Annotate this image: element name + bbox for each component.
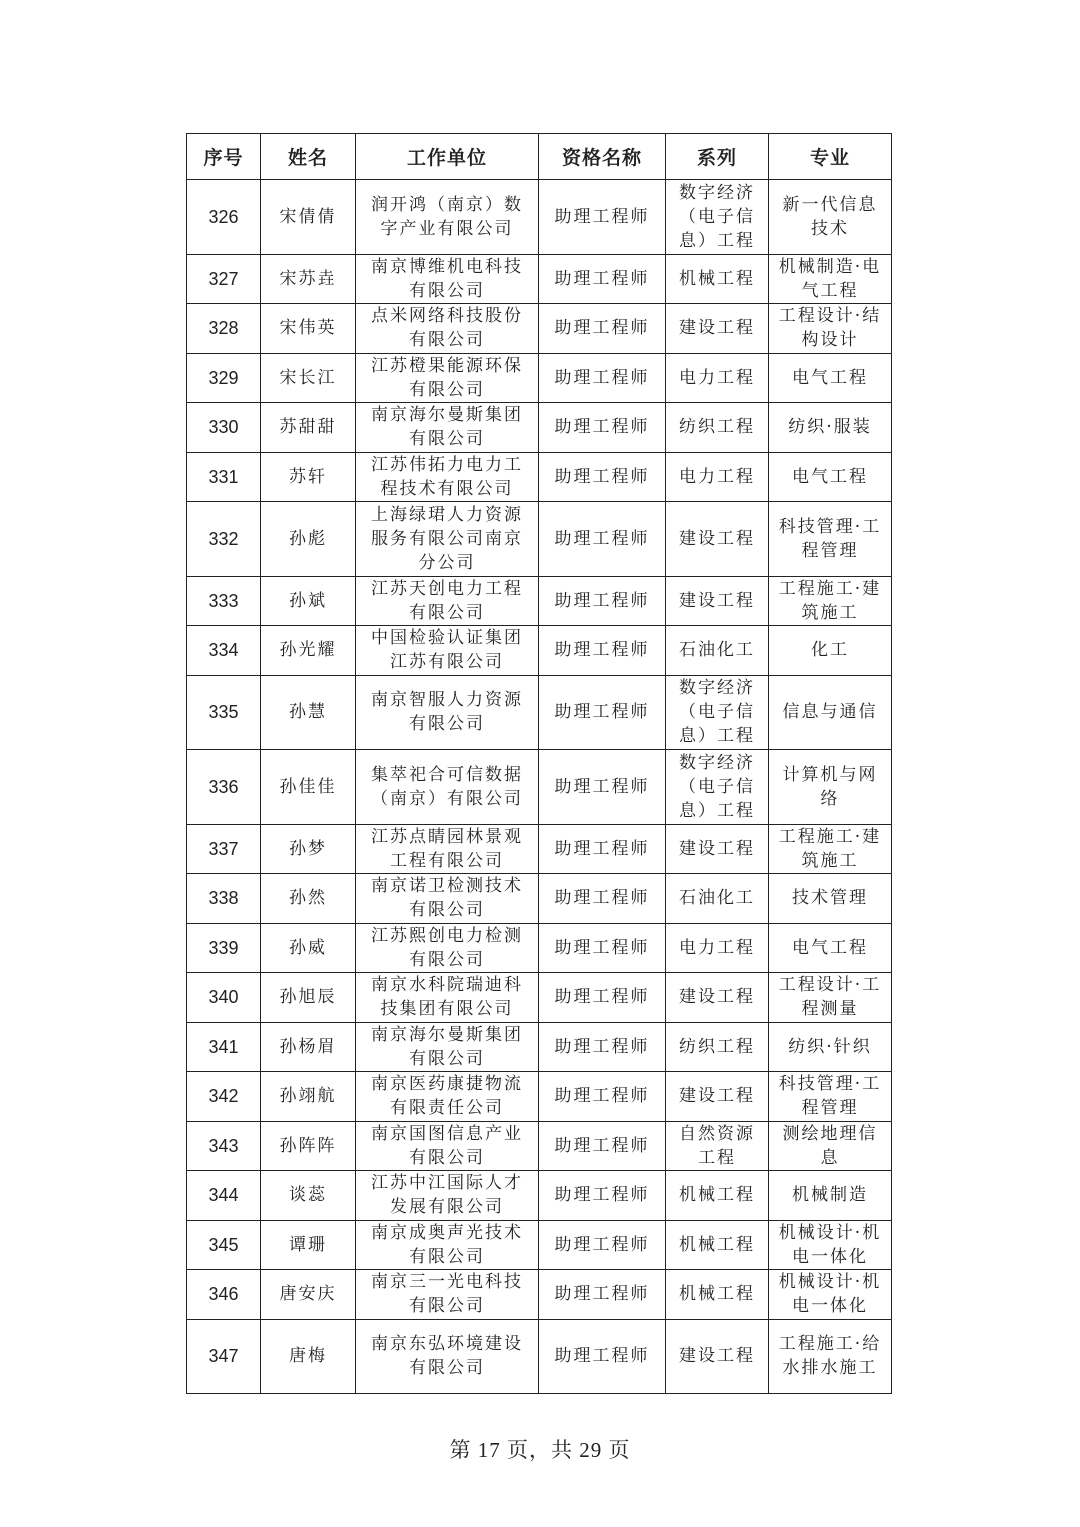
- cell-name: 孙慧: [261, 675, 356, 750]
- cell-no: 335: [187, 675, 261, 750]
- table-row: [187, 1319, 892, 1394]
- cell-series: 电力工程: [666, 923, 769, 973]
- table-row: [187, 254, 892, 304]
- cell-unit: 南京水科院瑞迪科技集团有限公司: [356, 973, 539, 1023]
- cell-qualification: 助理工程师: [539, 973, 666, 1023]
- cell-series: 数字经济（电子信息）工程: [666, 180, 769, 255]
- cell-name: 孙威: [261, 923, 356, 973]
- table-row: [187, 824, 892, 874]
- roster-table: [186, 133, 892, 1394]
- cell-name: 宋伟英: [261, 304, 356, 354]
- cell-series: 电力工程: [666, 353, 769, 403]
- cell-name: 孙彪: [261, 502, 356, 577]
- cell-series: 数字经济（电子信息）工程: [666, 675, 769, 750]
- cell-unit: 南京三一光电科技有限公司: [356, 1270, 539, 1320]
- cell-no: 339: [187, 923, 261, 973]
- cell-no: 340: [187, 973, 261, 1023]
- cell-series: 数字经济（电子信息）工程: [666, 750, 769, 825]
- table-row: [187, 1022, 892, 1072]
- cell-qualification: 助理工程师: [539, 1121, 666, 1171]
- cell-qualification: 助理工程师: [539, 824, 666, 874]
- cell-major: 计算机与网络: [769, 750, 892, 825]
- cell-series: 建设工程: [666, 1072, 769, 1122]
- cell-major: 工程施工·建筑施工: [769, 576, 892, 626]
- cell-unit: 江苏熙创电力检测有限公司: [356, 923, 539, 973]
- cell-major: 工程设计·工程测量: [769, 973, 892, 1023]
- cell-major: 电气工程: [769, 353, 892, 403]
- cell-no: 332: [187, 502, 261, 577]
- table-row: [187, 973, 892, 1023]
- cell-qualification: 助理工程师: [539, 502, 666, 577]
- cell-qualification: 助理工程师: [539, 750, 666, 825]
- cell-unit: 南京智服人力资源有限公司: [356, 675, 539, 750]
- cell-name: 苏甜甜: [261, 403, 356, 453]
- cell-no: 333: [187, 576, 261, 626]
- cell-qualification: 助理工程师: [539, 353, 666, 403]
- cell-qualification: 助理工程师: [539, 576, 666, 626]
- cell-no: 336: [187, 750, 261, 825]
- cell-unit: 南京海尔曼斯集团有限公司: [356, 403, 539, 453]
- cell-no: 343: [187, 1121, 261, 1171]
- table-row: [187, 353, 892, 403]
- cell-name: 谈蕊: [261, 1171, 356, 1221]
- cell-unit: 江苏天创电力工程有限公司: [356, 576, 539, 626]
- cell-unit: 中国检验认证集团江苏有限公司: [356, 626, 539, 676]
- table-row: [187, 502, 892, 577]
- cell-qualification: 助理工程师: [539, 626, 666, 676]
- cell-series: 建设工程: [666, 824, 769, 874]
- cell-unit: 上海绿珺人力资源服务有限公司南京分公司: [356, 502, 539, 577]
- cell-major: 技术管理: [769, 874, 892, 924]
- cell-name: 孙杨眉: [261, 1022, 356, 1072]
- cell-major: 电气工程: [769, 452, 892, 502]
- cell-series: 机械工程: [666, 254, 769, 304]
- cell-major: 工程施工·建筑施工: [769, 824, 892, 874]
- header-qualification: 资格名称: [539, 134, 666, 180]
- table-row: [187, 1171, 892, 1221]
- cell-qualification: 助理工程师: [539, 1072, 666, 1122]
- cell-qualification: 助理工程师: [539, 1220, 666, 1270]
- cell-unit: 南京博维机电科技有限公司: [356, 254, 539, 304]
- cell-qualification: 助理工程师: [539, 254, 666, 304]
- cell-major: 机械设计·机电一体化: [769, 1270, 892, 1320]
- cell-no: 346: [187, 1270, 261, 1320]
- cell-no: 342: [187, 1072, 261, 1122]
- cell-major: 机械设计·机电一体化: [769, 1220, 892, 1270]
- cell-name: 唐安庆: [261, 1270, 356, 1320]
- cell-no: 344: [187, 1171, 261, 1221]
- cell-series: 石油化工: [666, 626, 769, 676]
- cell-name: 谭珊: [261, 1220, 356, 1270]
- cell-name: 宋长江: [261, 353, 356, 403]
- table-row: [187, 576, 892, 626]
- table-row: [187, 750, 892, 825]
- cell-unit: 南京医药康捷物流有限责任公司: [356, 1072, 539, 1122]
- cell-name: 唐梅: [261, 1319, 356, 1394]
- cell-qualification: 助理工程师: [539, 874, 666, 924]
- cell-qualification: 助理工程师: [539, 304, 666, 354]
- cell-series: 机械工程: [666, 1270, 769, 1320]
- cell-major: 工程施工·给水排水施工: [769, 1319, 892, 1394]
- cell-qualification: 助理工程师: [539, 1171, 666, 1221]
- table-row: [187, 1121, 892, 1171]
- cell-unit: 集萃祀合可信数据（南京）有限公司: [356, 750, 539, 825]
- header-name: 姓名: [261, 134, 356, 180]
- cell-qualification: 助理工程师: [539, 1022, 666, 1072]
- cell-no: 327: [187, 254, 261, 304]
- cell-series: 建设工程: [666, 576, 769, 626]
- cell-series: 建设工程: [666, 1319, 769, 1394]
- cell-name: 孙斌: [261, 576, 356, 626]
- cell-major: 电气工程: [769, 923, 892, 973]
- cell-no: 329: [187, 353, 261, 403]
- table-row: [187, 874, 892, 924]
- cell-no: 337: [187, 824, 261, 874]
- header-unit: 工作单位: [356, 134, 539, 180]
- cell-no: 341: [187, 1022, 261, 1072]
- table-row: [187, 1270, 892, 1320]
- cell-no: 338: [187, 874, 261, 924]
- cell-series: 建设工程: [666, 304, 769, 354]
- table-row: [187, 304, 892, 354]
- cell-series: 电力工程: [666, 452, 769, 502]
- page-footer: 第 17 页，共 29 页: [449, 1438, 631, 1462]
- cell-major: 科技管理·工程管理: [769, 1072, 892, 1122]
- cell-unit: 南京成奥声光技术有限公司: [356, 1220, 539, 1270]
- cell-no: 331: [187, 452, 261, 502]
- cell-unit: 江苏橙果能源环保有限公司: [356, 353, 539, 403]
- cell-name: 孙翊航: [261, 1072, 356, 1122]
- cell-no: 330: [187, 403, 261, 453]
- table-row: [187, 626, 892, 676]
- cell-major: 机械制造·电气工程: [769, 254, 892, 304]
- table-row: [187, 675, 892, 750]
- cell-name: 宋苏垚: [261, 254, 356, 304]
- cell-qualification: 助理工程师: [539, 675, 666, 750]
- cell-major: 测绘地理信息: [769, 1121, 892, 1171]
- header-series: 系列: [666, 134, 769, 180]
- cell-unit: 南京国图信息产业有限公司: [356, 1121, 539, 1171]
- cell-name: 苏轩: [261, 452, 356, 502]
- cell-no: 328: [187, 304, 261, 354]
- table-row: [187, 923, 892, 973]
- cell-qualification: 助理工程师: [539, 452, 666, 502]
- header-row: [187, 134, 892, 180]
- table-row: [187, 403, 892, 453]
- cell-series: 纺织工程: [666, 1022, 769, 1072]
- cell-unit: 南京东弘环境建设有限公司: [356, 1319, 539, 1394]
- cell-name: 宋倩倩: [261, 180, 356, 255]
- cell-name: 孙然: [261, 874, 356, 924]
- cell-major: 工程设计·结构设计: [769, 304, 892, 354]
- cell-no: 345: [187, 1220, 261, 1270]
- cell-major: 纺织·服装: [769, 403, 892, 453]
- cell-series: 石油化工: [666, 874, 769, 924]
- cell-series: 建设工程: [666, 973, 769, 1023]
- cell-unit: 江苏点睛园林景观工程有限公司: [356, 824, 539, 874]
- cell-qualification: 助理工程师: [539, 180, 666, 255]
- cell-unit: 点米网络科技股份有限公司: [356, 304, 539, 354]
- cell-qualification: 助理工程师: [539, 403, 666, 453]
- cell-series: 建设工程: [666, 502, 769, 577]
- cell-major: 机械制造: [769, 1171, 892, 1221]
- cell-name: 孙佳佳: [261, 750, 356, 825]
- cell-series: 机械工程: [666, 1220, 769, 1270]
- cell-unit: 江苏中江国际人才发展有限公司: [356, 1171, 539, 1221]
- cell-unit: 江苏伟拓力电力工程技术有限公司: [356, 452, 539, 502]
- table-row: [187, 1072, 892, 1122]
- cell-no: 334: [187, 626, 261, 676]
- cell-name: 孙光耀: [261, 626, 356, 676]
- cell-series: 自然资源工程: [666, 1121, 769, 1171]
- cell-major: 新一代信息技术: [769, 180, 892, 255]
- cell-name: 孙梦: [261, 824, 356, 874]
- cell-qualification: 助理工程师: [539, 1270, 666, 1320]
- cell-name: 孙旭辰: [261, 973, 356, 1023]
- cell-unit: 南京诺卫检测技术有限公司: [356, 874, 539, 924]
- cell-major: 纺织·针织: [769, 1022, 892, 1072]
- table-row: [187, 452, 892, 502]
- cell-series: 机械工程: [666, 1171, 769, 1221]
- cell-major: 化工: [769, 626, 892, 676]
- cell-unit: 润开鸿（南京）数字产业有限公司: [356, 180, 539, 255]
- header-major: 专业: [769, 134, 892, 180]
- cell-major: 科技管理·工程管理: [769, 502, 892, 577]
- table-row: [187, 180, 892, 255]
- header-no: 序号: [187, 134, 261, 180]
- cell-name: 孙阵阵: [261, 1121, 356, 1171]
- cell-major: 信息与通信: [769, 675, 892, 750]
- cell-no: 326: [187, 180, 261, 255]
- cell-unit: 南京海尔曼斯集团有限公司: [356, 1022, 539, 1072]
- cell-no: 347: [187, 1319, 261, 1394]
- cell-qualification: 助理工程师: [539, 1319, 666, 1394]
- cell-qualification: 助理工程师: [539, 923, 666, 973]
- table-row: [187, 1220, 892, 1270]
- cell-series: 纺织工程: [666, 403, 769, 453]
